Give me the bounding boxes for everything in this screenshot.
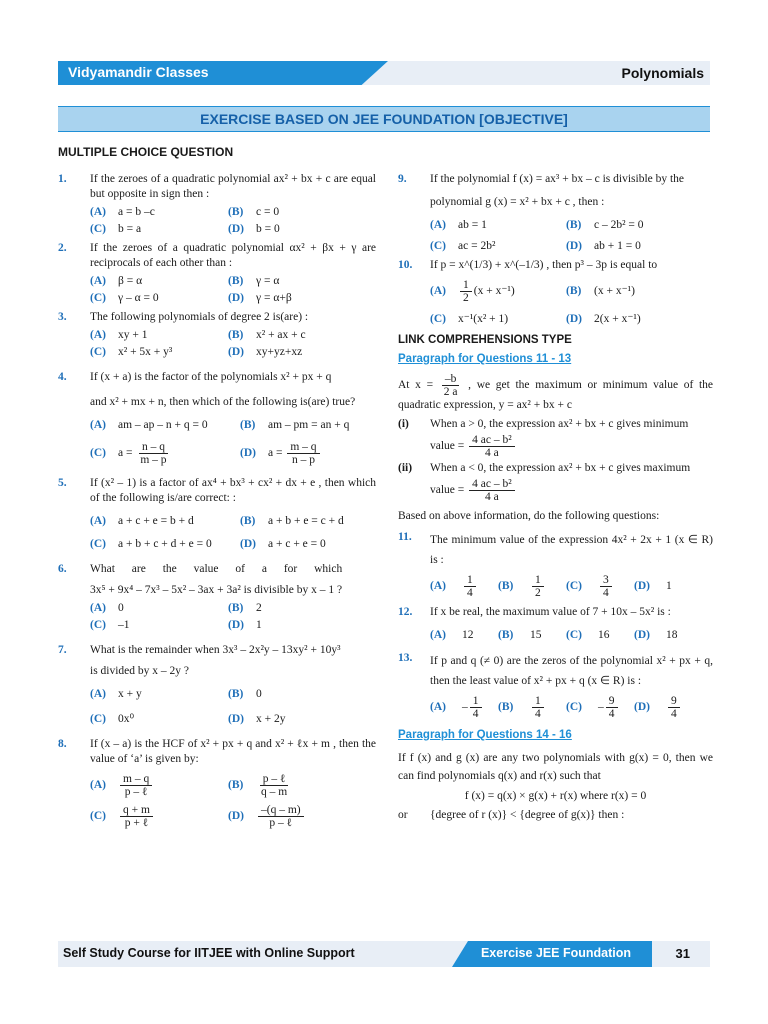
intro-text: , we get the maximum or minimum value of the quadratic expression, y = ax² + bx + c	[398, 379, 714, 411]
option-label: (C)	[566, 629, 582, 641]
paragraph-title-11-13: Paragraph for Questions 11 - 13	[398, 353, 572, 365]
fraction	[470, 695, 482, 720]
question-1	[58, 172, 376, 237]
option-b: 2	[256, 602, 262, 614]
question-number: 9.	[398, 173, 407, 185]
fraction	[441, 373, 461, 398]
option-d: 18	[666, 629, 678, 641]
option-label: (D)	[240, 538, 256, 550]
fraction	[258, 804, 304, 829]
option-c: a + b + c + d + e = 0	[118, 538, 212, 550]
numerator: n – q	[139, 441, 168, 454]
options	[430, 628, 713, 643]
option-c: x⁻¹(x² + 1)	[458, 313, 509, 325]
option-label: (A)	[90, 779, 106, 791]
question-text-cont: 3x⁵ + 9x⁴ – 7x³ – 5x² – 3ax + 3a² is divisible by x – 1 ?	[90, 584, 343, 596]
value-label: value =	[430, 440, 465, 453]
numerator: 1	[470, 695, 482, 708]
question-text: If p and q (≠ 0) are the zeros of the polynomial x² + px + q, then the least value of x² + px + q (x ∈ R) is :	[430, 655, 713, 687]
options	[90, 274, 376, 306]
fraction	[287, 441, 319, 466]
option-label: (C)	[430, 240, 446, 252]
link-comprehension-heading: LINK COMPREHENSIONS TYPE	[398, 334, 572, 346]
fraction	[120, 804, 153, 829]
numerator: 1	[460, 279, 472, 292]
denominator: 4 a	[485, 447, 499, 459]
question-11	[398, 530, 713, 599]
case-label: (ii)	[398, 462, 413, 474]
option-b: c = 0	[256, 206, 280, 218]
option-label: (B)	[228, 275, 244, 287]
denominator: q – m	[261, 786, 288, 798]
banner-title: EXERCISE BASED ON JEE FOUNDATION [OBJECTIVE]	[200, 111, 568, 127]
option-b: c – 2b² = 0	[594, 219, 644, 231]
option-d: 1	[666, 579, 672, 592]
question-8	[58, 737, 376, 829]
numerator: 1	[532, 574, 544, 587]
numerator: –b	[442, 373, 460, 386]
question-text-cont: and x² + mx + n, then which of the following is(are) true?	[90, 396, 356, 408]
option-label: (C)	[90, 346, 106, 358]
denominator: 2	[463, 292, 469, 304]
question-number: 6.	[58, 563, 67, 575]
options	[430, 573, 713, 599]
fraction	[469, 478, 515, 503]
case-i-value	[398, 434, 713, 459]
case-ii-value	[398, 478, 713, 503]
question-13	[398, 651, 713, 720]
denominator: 4	[535, 707, 541, 720]
option-label: (A)	[430, 219, 446, 231]
paragraph-title-14-16: Paragraph for Questions 14 - 16	[398, 729, 572, 741]
case-i	[398, 417, 713, 432]
fraction	[532, 695, 544, 720]
option-a	[462, 694, 498, 720]
option-a: am – ap – n + q = 0	[118, 419, 208, 431]
option-a: a = b –c	[118, 206, 155, 218]
options	[90, 601, 376, 633]
denominator: 4	[671, 707, 677, 720]
footer-course: Self Study Course for IITJEE with Online Support	[63, 946, 355, 960]
fraction	[258, 773, 290, 798]
question-2	[58, 241, 376, 306]
option-c-prefix: a =	[118, 447, 133, 460]
option-label: (B)	[228, 688, 244, 700]
option-c: 0x⁰	[118, 713, 135, 725]
question-number: 10.	[398, 259, 413, 271]
option-label: (D)	[228, 713, 244, 725]
question-text: If (x² – 1) is a factor of ax⁴ + bx³ + cx² + dx + e , then which of the following is/are correct: :	[90, 477, 376, 504]
question-10	[398, 258, 713, 327]
paragraph-11-13	[398, 373, 713, 524]
option-a: 0	[118, 602, 124, 614]
option-label: (A)	[430, 579, 446, 592]
denominator: 4	[603, 586, 609, 599]
option-label: (A)	[90, 329, 106, 341]
question-text: If the zeroes of a quadratic polynomial ax² + bx + c are equal but opposite in sign then :	[90, 173, 376, 200]
option-label: (D)	[228, 810, 244, 822]
option-c: γ – α = 0	[118, 292, 159, 304]
denominator: 4	[467, 586, 473, 599]
option-label: (C)	[90, 538, 106, 550]
option-label: (D)	[228, 346, 244, 358]
question-number: 11.	[398, 531, 412, 543]
question-number: 5.	[58, 477, 67, 489]
option-d: b = 0	[256, 223, 280, 235]
option-label: (B)	[566, 219, 582, 231]
numerator: 9	[606, 695, 618, 708]
option-b: (x + x⁻¹)	[594, 285, 635, 297]
option-b: am – pm = an + q	[268, 419, 350, 431]
option-label: (D)	[228, 223, 244, 235]
fraction	[120, 773, 152, 798]
option-label: (A)	[90, 275, 106, 287]
question-text: If (x + a) is the factor of the polynomials x² + px + q	[90, 371, 332, 383]
option-a-expr: (x + x⁻¹)	[473, 285, 515, 298]
option-b	[530, 573, 566, 599]
denominator: m – p	[140, 454, 167, 466]
option-label: (B)	[240, 419, 256, 431]
question-text-cont: polynomial g (x) = x² + bx + c , then :	[430, 196, 605, 208]
option-c	[118, 441, 240, 466]
option-label: (A)	[90, 419, 106, 431]
question-text: If p = x^(1/3) + x^(–1/3) , then p³ – 3p is equal to	[430, 259, 658, 271]
minus-sign: –	[462, 700, 468, 713]
option-b	[256, 773, 376, 798]
option-label: (D)	[634, 629, 650, 641]
option-c	[118, 804, 228, 829]
numerator: p – ℓ	[260, 773, 289, 786]
question-text: If the zeroes of a quadratic polynomial αx² + βx + γ are reciprocals of each other than :	[90, 242, 376, 269]
case-text: When a < 0, the expression ax² + bx + c gives maximum	[430, 462, 691, 474]
numerator: m – q	[287, 441, 319, 454]
option-c: x² + 5x + y³	[118, 346, 173, 358]
option-label: (C)	[430, 313, 446, 325]
fraction	[668, 695, 680, 720]
question-text-cont: is divided by x – 2y ?	[90, 665, 190, 677]
question-6	[58, 562, 376, 633]
option-a: xy + 1	[118, 329, 148, 341]
option-label: (A)	[430, 285, 446, 297]
denominator: n – p	[291, 454, 315, 466]
denominator: 4	[472, 707, 479, 720]
case-label: (i)	[398, 418, 409, 430]
option-d: x + 2y	[256, 713, 286, 725]
option-label: (A)	[430, 629, 446, 641]
option-label: (C)	[90, 223, 106, 235]
numerator: 4 ac – b²	[469, 434, 515, 447]
fraction	[469, 434, 515, 459]
options	[430, 279, 713, 327]
option-b	[530, 694, 566, 720]
options	[90, 418, 376, 433]
right-column	[398, 172, 713, 825]
denominator: 2	[535, 586, 541, 599]
option-label: (C)	[566, 700, 582, 713]
options	[90, 514, 376, 552]
option-b: γ = α	[256, 275, 280, 287]
question-text: The minimum value of the expression 4x² + 2x + 1 (x ∈ R) is :	[430, 534, 713, 566]
option-d	[256, 804, 376, 829]
question-3	[58, 310, 376, 360]
condition-line	[398, 808, 713, 823]
option-label: (B)	[498, 700, 514, 713]
option-b: x² + ax + c	[256, 329, 306, 341]
denominator: 2 a	[443, 386, 458, 398]
option-c: b = a	[118, 223, 142, 235]
value-label: value =	[430, 484, 465, 497]
degree-condition: {degree of r (x)} < {degree of g(x)} then :	[430, 809, 625, 821]
mcq-heading: MULTIPLE CHOICE QUESTION	[58, 145, 234, 159]
option-d	[268, 441, 376, 466]
option-label: (A)	[90, 688, 106, 700]
fraction	[464, 574, 476, 599]
option-label: (D)	[240, 447, 256, 459]
option-d: xy+yz+xz	[256, 346, 303, 358]
option-label: (B)	[228, 206, 244, 218]
option-label: (B)	[240, 515, 256, 527]
option-label: (C)	[90, 810, 106, 822]
option-label: (B)	[498, 579, 514, 592]
option-d	[666, 694, 713, 720]
option-label: (D)	[634, 579, 650, 592]
option-label: (A)	[90, 206, 106, 218]
fraction	[600, 574, 612, 599]
denominator: p + ℓ	[124, 817, 149, 829]
numerator: 1	[464, 574, 476, 587]
options	[90, 773, 376, 829]
exercise-banner	[58, 106, 710, 132]
options	[90, 205, 376, 237]
options	[430, 218, 713, 254]
numerator: q + m	[120, 804, 153, 817]
page-number: 31	[675, 946, 690, 961]
option-label: (D)	[228, 619, 244, 631]
left-column	[58, 172, 376, 833]
case-text: When a > 0, the expression ax² + bx + c gives minimum	[430, 418, 689, 430]
fraction	[532, 574, 544, 599]
option-label: (D)	[566, 313, 582, 325]
question-text: If (x – a) is the HCF of x² + px + q and x² + ℓx + m , then the value of ‘a’ is given by:	[90, 738, 376, 765]
footer-section: Exercise JEE Foundation	[480, 946, 632, 960]
denominator: p – ℓ	[269, 817, 293, 829]
option-c: –1	[118, 619, 130, 631]
numerator: 4 ac – b²	[469, 478, 515, 491]
question-text: What is the remainder when 3x³ – 2x²y – 13xy² + 10y³	[90, 644, 341, 656]
option-label: (D)	[634, 700, 650, 713]
numerator: 9	[668, 695, 680, 708]
question-number: 7.	[58, 644, 67, 656]
denominator: 4 a	[485, 491, 499, 503]
option-label: (A)	[90, 515, 106, 527]
question-7	[58, 643, 376, 727]
option-label: (B)	[228, 602, 244, 614]
option-c	[598, 694, 634, 720]
option-b: 0	[256, 688, 262, 700]
question-12	[398, 605, 713, 643]
option-d: 1	[256, 619, 262, 631]
option-a: x + y	[118, 688, 142, 700]
option-label: (C)	[90, 619, 106, 631]
question-5	[58, 476, 376, 552]
option-c	[598, 573, 634, 599]
question-number: 8.	[58, 738, 67, 750]
numerator: –(q – m)	[258, 804, 304, 817]
paragraph-14-16	[398, 749, 713, 823]
option-a	[458, 279, 566, 304]
option-label: (A)	[430, 700, 446, 713]
header-brand: Vidyamandir Classes	[68, 64, 209, 80]
question-number: 3.	[58, 311, 67, 323]
option-b: a + b + e = c + d	[268, 515, 344, 527]
based-on-text: Based on above information, do the following questions:	[398, 510, 660, 522]
fraction	[606, 695, 618, 720]
denominator: p – ℓ	[124, 786, 148, 798]
question-number: 12.	[398, 606, 413, 618]
question-9	[398, 172, 713, 254]
minus-sign: –	[598, 700, 604, 713]
question-text: The following polynomials of degree 2 is(are) :	[90, 311, 309, 323]
option-label: (D)	[566, 240, 582, 252]
options-fraction	[90, 441, 376, 466]
option-label: (C)	[90, 447, 106, 459]
paragraph-text: If f (x) and g (x) are any two polynomials with g(x) = 0, then we can find polynomials q(x) and r(x) such that	[398, 752, 713, 782]
numerator: 3	[600, 574, 612, 587]
option-c: 16	[598, 629, 610, 641]
option-a: a + c + e = b + d	[118, 515, 194, 527]
division-equation: f (x) = q(x) × g(x) + r(x) where r(x) = 0	[464, 790, 647, 802]
options	[90, 687, 376, 727]
option-a: 12	[462, 629, 474, 641]
option-d-prefix: a =	[268, 447, 283, 460]
question-text: If x be real, the maximum value of 7 + 10x – 5x² is :	[430, 606, 671, 618]
options	[430, 694, 713, 720]
option-label: (B)	[228, 329, 244, 341]
option-a	[462, 573, 498, 599]
numerator: m – q	[120, 773, 152, 786]
option-label: (C)	[90, 292, 106, 304]
question-number: 1.	[58, 173, 67, 185]
options	[90, 328, 376, 360]
paragraph-intro	[398, 373, 713, 413]
question-text: If the polynomial f (x) = ax³ + bx – c is divisible by the	[430, 173, 685, 185]
option-d: a + c + e = 0	[268, 538, 326, 550]
option-label: (A)	[90, 602, 106, 614]
option-a: β = α	[118, 275, 143, 287]
denominator: 4	[608, 707, 615, 720]
intro-prefix: At x =	[398, 379, 434, 392]
case-ii	[398, 461, 713, 476]
option-a: ab = 1	[458, 219, 487, 231]
question-number: 13.	[398, 652, 413, 664]
option-c: ac = 2b²	[458, 240, 496, 252]
question-text: What are the value of a for which	[90, 563, 343, 575]
question-number: 4.	[58, 371, 67, 383]
header-topic: Polynomials	[621, 65, 704, 81]
or-label: or	[398, 809, 408, 821]
option-label: (D)	[228, 292, 244, 304]
question-4	[58, 370, 376, 466]
fraction	[137, 441, 169, 466]
option-d: γ = α+β	[256, 292, 292, 304]
option-label: (B)	[228, 779, 244, 791]
option-d: ab + 1 = 0	[594, 240, 641, 252]
option-label: (C)	[566, 579, 582, 592]
option-b: 15	[530, 629, 542, 641]
option-a	[118, 773, 228, 798]
option-label: (C)	[90, 713, 106, 725]
option-d: 2(x + x⁻¹)	[594, 313, 641, 325]
option-label: (B)	[566, 285, 582, 297]
option-label: (B)	[498, 629, 514, 641]
fraction	[460, 279, 472, 304]
question-number: 2.	[58, 242, 67, 254]
numerator: 1	[532, 695, 544, 708]
